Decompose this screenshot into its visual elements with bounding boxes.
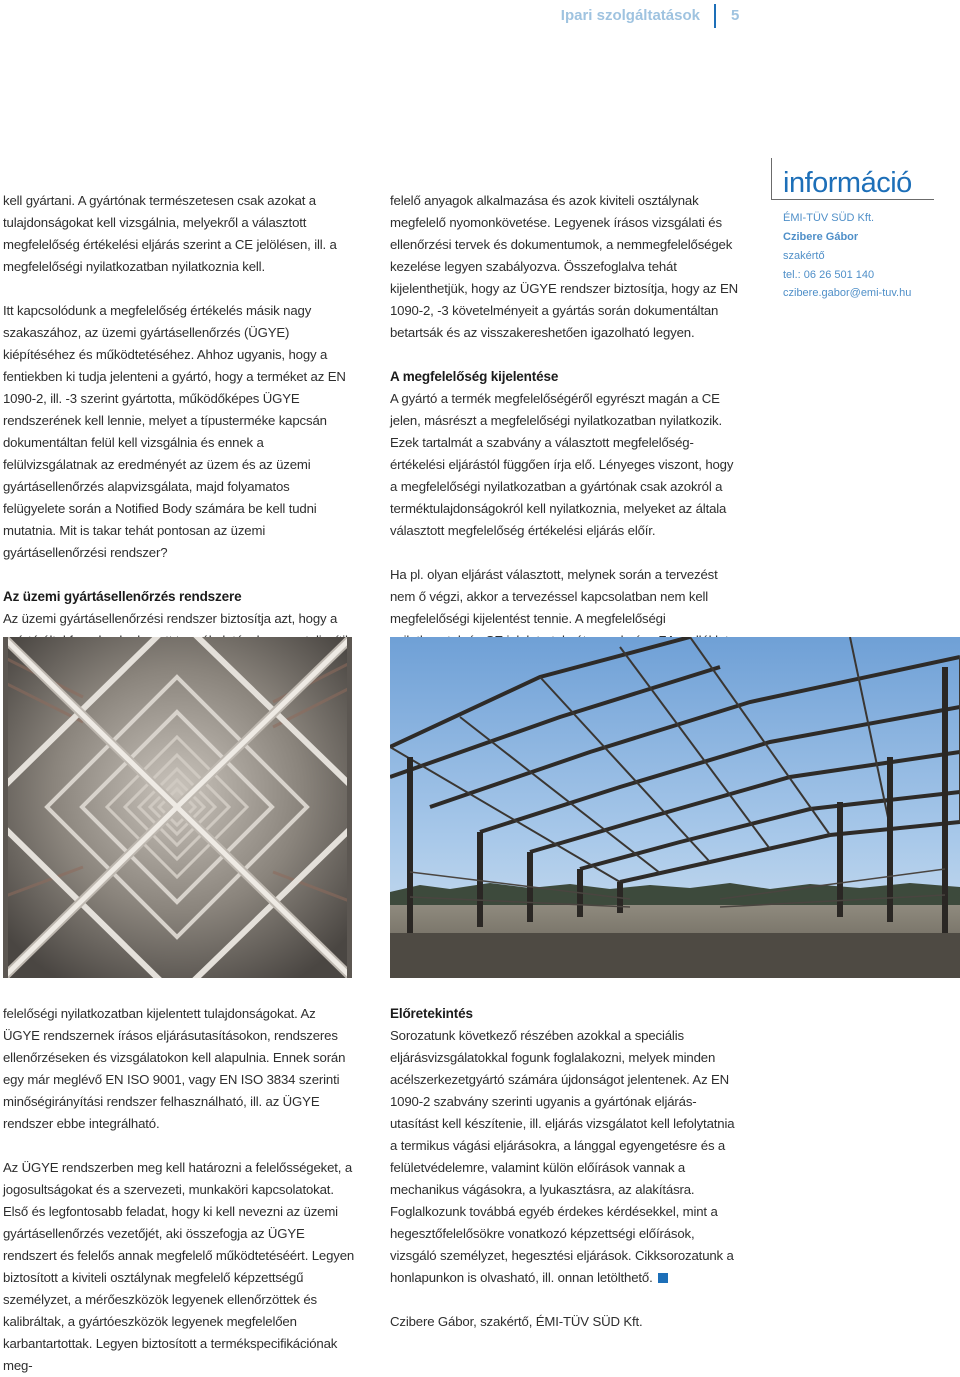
paragraph: A gyártó a termék megfelelőségéről egyrészt magán a CE jelen, másrészt a megfelelőségi nyilatkozatban nyilatkozik. Ezek tartalmát a szabvány a választott megfelelőség-értékelési eljárástól függően írja elő. Lényeges viszont, hogy a megfelelőségi nyilatkozatban a gyártónak csak azokról a terméktulajdonságokról kell nyilatkoznia, melyeket az általa választott megfelelőség értékelési eljárás előír.: [390, 391, 734, 538]
paragraph: Sorozatunk következő részében azokkal a speciális eljárásvizsgálatokkal fogunk foglalakozni, melyek minden acélszerkezetgyártó számára újdonságot jelentenek. Az EN 1090-2 szabvány szerinti ugyanis a gyártónak eljárás-utasítást kell készítenie, ill. eljárás vizsgálatot kell lefolytatnia a termikus vágási eljárásokra, a lánggal egyengetésre és a felületvédelemre, valamint külön előírások vannak a mechanikus vágásokra, a lyukasztásra, az alakításra. Foglalkozunk továbbá egyéb érdekes kérdésekkel, mint a hegesztőfelelősökre vonatkozó képzettségi előírások, vizsgáló személyzet, hegesztési eljárások. Cikksorozatunk a honlapunkon is olvasható, ill. onnan letölthető.: [390, 1028, 735, 1285]
info-phone: tel.: 06 26 501 140: [783, 269, 875, 281]
paragraph: Itt kapcsolódunk a megfelelőség értékelés másik nagy szakaszához, az üzemi gyártásellenőrzés (ÜGYE) kiépítéséhez és működtetéséhez. Ahhoz ugyanis, hogy a fentiekben ki tudja jelenteni a gyártó, hogy a terméket az EN 1090-2, ill. -3 szerint gyártotta, működőképes ÜGYE rendszerének kell lennie, melyet a típusterméke kapcsán dokumentáltan felül kell vizsgálnia és ennek a felülvizsgálatnak az eredményét az üzem és az üzemi gyártásellenőrzés alapvizsgálata, majd folyamatos felügyelete során a Notified Body számára be kell tudni mutatnia. Mit is takar tehát pontosan az üzemi gyártásellenőrzési rendszer?: [3, 303, 346, 560]
header-divider: [714, 4, 716, 28]
info-box-rule: [771, 199, 934, 200]
text-column-1: [3, 190, 355, 674]
info-box-divider: [771, 158, 772, 200]
info-name: Czibere Gábor: [783, 231, 859, 243]
paragraph: felelőségi nyilatkozatban kijelentett tulajdonságokat. Az ÜGYE rendszernek írásos eljárásutasításokon, rendszeres ellenőrzéseken és vizsgálatokon kell alapulnia. Ennek során egy már meglévő EN ISO 9001, vagy EN ISO 3834 szerinti minőségirányítási rendszer felhasználható, ill. az ÜGYE rendszer ebbe integrálható.: [3, 1006, 346, 1131]
section-heading: A megfelelőség kijelentése: [390, 369, 559, 384]
paragraph: Az üzemi gyártásellenőrzési rendszer biztosítja azt, hogy a: [3, 611, 338, 626]
tower-photo: [3, 637, 352, 978]
info-role: szakértő: [783, 250, 825, 262]
text-column-2: [390, 190, 742, 674]
author-credit: Czibere Gábor, szakértő, ÉMI-TÜV SÜD Kft.: [390, 1314, 643, 1329]
paragraph: Az ÜGYE rendszerben meg kell határozni a felelősségeket, a jogosultságokat és a szervezeti, munkaköri kapcsolatokat. Első és legfontosabb feladat, hogy ki kell nevezni az üzemi gyártásellenőrzés vezetőjét, aki összefogja az ÜGYE rendszert és felelős annak megfelelő működtetéséért. Legyen biztosított a kiviteli osztálynak megfelelő képzettségű személyzet, a mérőeszközök legyenek ellenőrzöttek és kalibráltak, a gyártóeszközök legyenek megfelelően karbantartottak. Legyen biztosított a termékspecifikációnak meg-: [3, 1160, 355, 1373]
section-heading: Az üzemi gyártásellenőrzés rendszere: [3, 589, 242, 604]
info-email[interactable]: czibere.gabor@emi-tuv.hu: [783, 287, 912, 299]
page-number: 5: [731, 7, 740, 24]
paragraph: kell gyártani. A gyártónak természetesen csak azokat a tulajdonságokat kell vizsgálnia, melyekről a választott megfelelőség értékelési eljárás szerint a CE jelölésen, ill. a megfelelőségi nyilatkozatban nyilatkoznia kell.: [3, 193, 337, 274]
paragraph: Ha pl. olyan eljárást választott, melynek során a tervezést nem ő végzi, akkor a tervezéssel kapcsolatban nem kell megfelelőségi kijelentést tennie. A megfelelőségi: [390, 567, 718, 626]
info-box-title: információ: [783, 167, 912, 199]
text-column-3: [3, 1003, 355, 1377]
section-heading: Előretekintés: [390, 1006, 473, 1021]
paragraph: felelő anyagok alkalmazása és azok kiviteli osztálynak megfelelő nyomonkövetése. Legyenek írásos vizsgálati és ellenőrzési tervek és dokumentumok, a nemmegfelelőségek kezelése legyen szabályozva. Összefoglalva tehát kijelenthetjük, hogy az ÜGYE rendszer biztosítja, hogy az EN 1090-2, -3 követelményeit a gyártás során dokumentáltan betartsák és az visszakereshetően igazolható legyen.: [390, 193, 738, 340]
text-column-4: [390, 1003, 742, 1333]
section-title: Ipari szolgáltatások: [560, 7, 700, 24]
steel-hall-photo: [390, 637, 960, 978]
info-company: ÉMI-TÜV SÜD Kft.: [783, 212, 875, 224]
end-of-article-mark: [658, 1273, 668, 1283]
